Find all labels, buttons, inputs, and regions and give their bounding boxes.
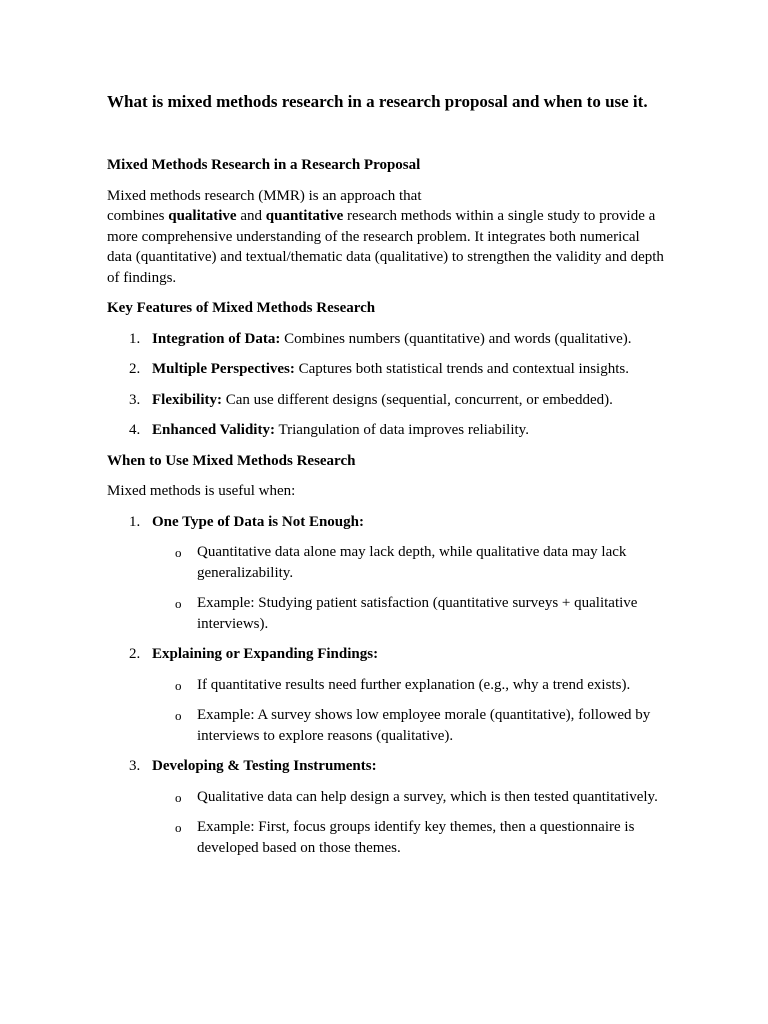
sub-list-item	[152, 787, 667, 808]
list-number: 1.	[129, 330, 141, 347]
document-title: What is mixed methods research in a research proposal and when to use it.	[107, 92, 648, 111]
list-number: 3.	[129, 391, 141, 408]
definition-line-1: Mixed methods research (MMR) is an approach that	[107, 187, 422, 204]
sub-list-item	[152, 675, 667, 696]
sub-list	[152, 675, 667, 747]
use-case-label: Explaining or Expanding Findings:	[152, 646, 379, 662]
quantitative-emphasis: quantitative	[265, 208, 344, 224]
definition-text: research methods within a single study to provide a more comprehensive understanding of the research problem. It integrates both numerical data (quantitative) and textual/thematic data (qualitative) to strengthen the validity and depth of findings.	[107, 208, 664, 286]
definition-text: and	[236, 208, 266, 224]
section-heading-mmr: Mixed Methods Research in a Research Proposal	[107, 157, 421, 173]
qualitative-emphasis: qualitative	[168, 208, 237, 224]
bullet-icon: o	[175, 820, 182, 835]
list-number: 4.	[129, 422, 141, 438]
feature-label: Multiple Perspectives:	[152, 361, 295, 377]
when-intro-text: Mixed methods is useful when:	[107, 483, 296, 499]
sub-list-item	[152, 817, 667, 858]
list-number: 2.	[129, 646, 141, 662]
sub-list	[152, 542, 667, 634]
list-item	[107, 512, 667, 635]
feature-text: Combines numbers (quantitative) and words (qualitative).	[280, 330, 632, 347]
bullet-icon: o	[175, 708, 182, 723]
bullet-icon: o	[175, 545, 182, 560]
feature-text: Triangulation of data improves reliability.	[274, 422, 529, 438]
sub-list-item	[152, 705, 667, 746]
use-case-label: One Type of Data is Not Enough:	[152, 513, 364, 530]
mmr-definition-paragraph	[107, 186, 667, 289]
list-item	[107, 644, 667, 746]
section-heading-when-to-use: When to Use Mixed Methods Research	[107, 452, 356, 469]
bullet-icon: o	[175, 596, 182, 611]
sub-item-text: Example: First, focus groups identify key themes, then a questionnaire is developed based on those themes.	[197, 819, 635, 856]
list-item	[107, 420, 667, 441]
feature-label: Integration of Data:	[152, 330, 281, 347]
bullet-icon: o	[175, 677, 182, 693]
sub-item-text: If quantitative results need further explanation (e.g., why a trend exists).	[197, 676, 631, 693]
section-heading-key-features: Key Features of Mixed Methods Research	[107, 300, 376, 316]
sub-item-text: Quantitative data alone may lack depth, while qualitative data may lack generalizability.	[197, 544, 627, 581]
definition-text: combines	[107, 208, 169, 224]
feature-label: Flexibility:	[152, 391, 222, 408]
sub-item-text: Qualitative data can help design a survey, which is then tested quantitatively.	[197, 788, 658, 805]
list-number: 3.	[129, 758, 141, 774]
feature-label: Enhanced Validity:	[152, 422, 275, 438]
document-body	[107, 155, 667, 868]
sub-list-item	[152, 542, 667, 583]
sub-item-text: Example: A survey shows low employee morale (quantitative), followed by interviews to explore reasons (qualitative).	[197, 707, 651, 744]
key-features-list	[107, 329, 667, 441]
sub-list-item	[152, 593, 667, 634]
bullet-icon: o	[175, 789, 182, 805]
sub-list	[152, 787, 667, 859]
list-item	[107, 329, 667, 350]
feature-text: Can use different designs (sequential, concurrent, or embedded).	[222, 391, 613, 408]
sub-item-text: Example: Studying patient satisfaction (quantitative surveys + qualitative interviews).	[197, 595, 638, 632]
when-to-use-list	[107, 512, 667, 859]
list-number: 2.	[129, 361, 141, 377]
list-number: 1.	[129, 513, 141, 530]
list-item	[107, 756, 667, 858]
feature-text: Captures both statistical trends and contextual insights.	[294, 361, 629, 377]
list-item	[107, 359, 667, 380]
list-item	[107, 390, 667, 411]
use-case-label: Developing & Testing Instruments:	[152, 758, 377, 774]
